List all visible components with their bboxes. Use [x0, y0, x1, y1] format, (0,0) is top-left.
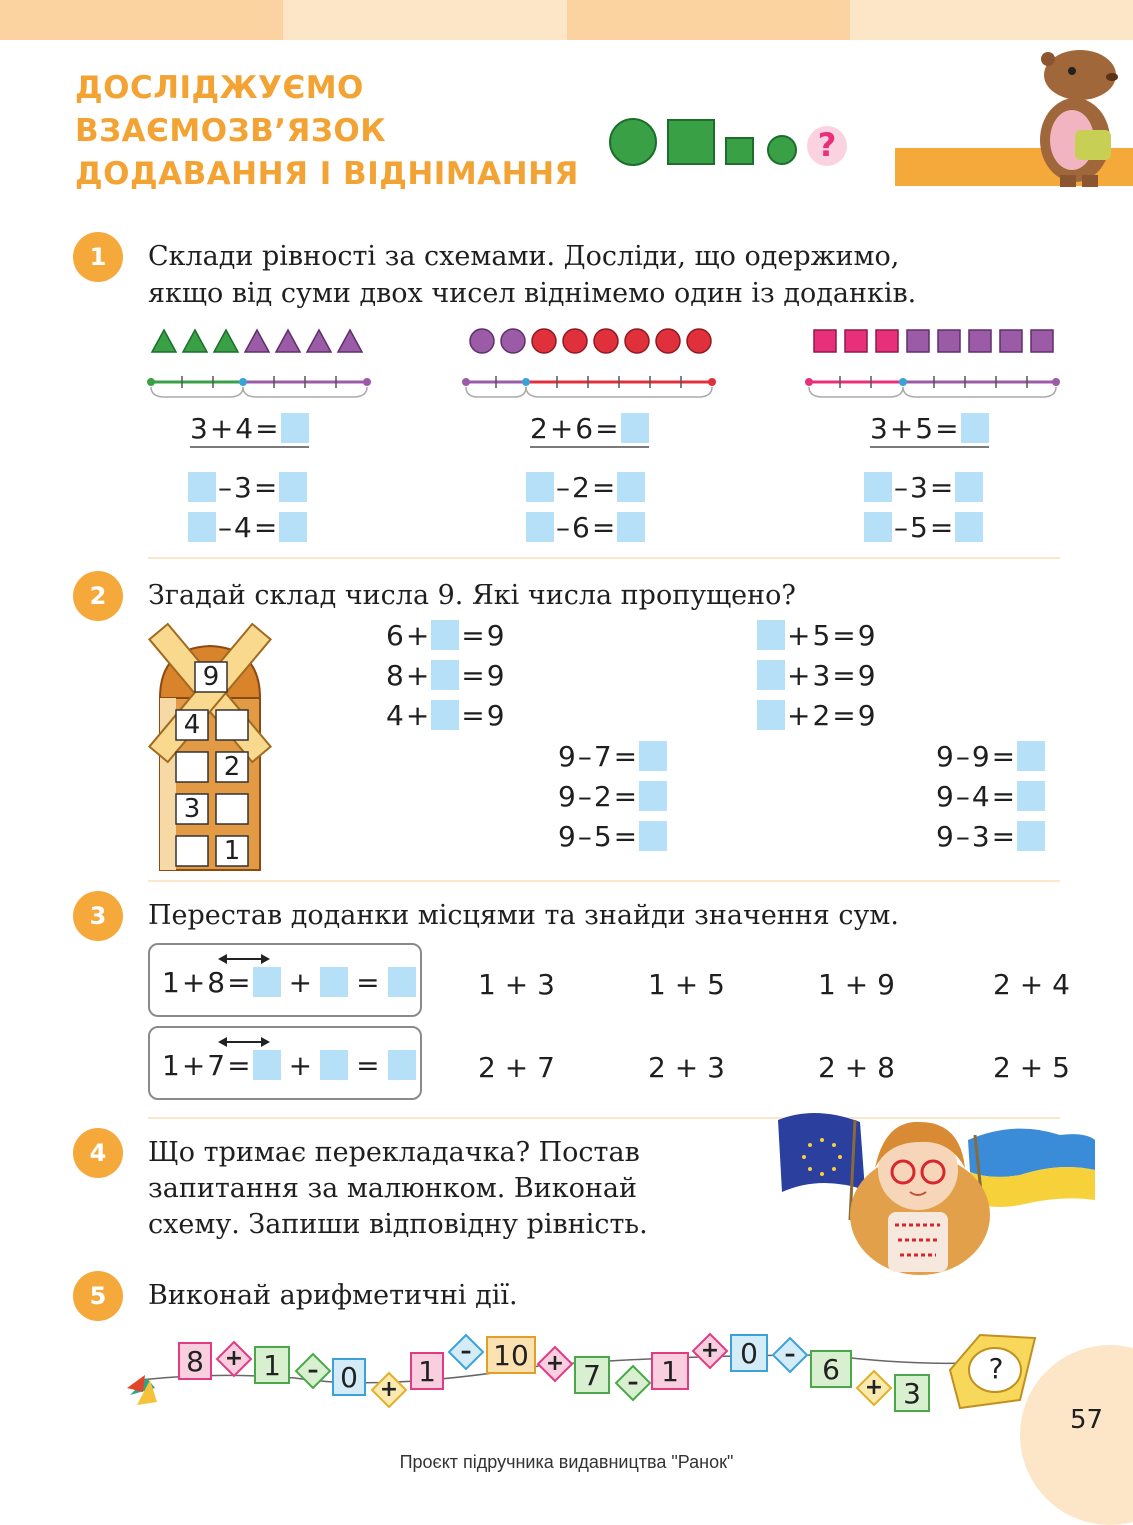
addend: 5: [812, 618, 831, 652]
t2-sub-left-1: [558, 740, 667, 772]
equals: =: [613, 819, 638, 853]
t3-sum: 1 + 5: [648, 967, 725, 1001]
equals: =: [461, 618, 485, 652]
answer-box[interactable]: [621, 413, 649, 443]
t3-sum: 2 + 8: [818, 1050, 895, 1084]
equals: =: [253, 470, 278, 504]
subtrahend: 2: [572, 470, 590, 504]
subtrahend: 3: [971, 819, 990, 853]
task-2-number: 2: [73, 571, 123, 621]
answer-box[interactable]: [639, 781, 667, 811]
equals: =: [613, 739, 638, 773]
equals: =: [591, 510, 616, 544]
chain-number: 1: [410, 1352, 444, 1390]
house-cell-3: 3: [183, 794, 201, 824]
minus: –: [556, 470, 570, 504]
t1-g1-plus: +: [209, 411, 234, 445]
equals: =: [227, 965, 251, 999]
addend-a: 1: [162, 965, 180, 999]
answer-box[interactable]: [253, 967, 281, 997]
answer-box[interactable]: [188, 472, 216, 502]
answer-box[interactable]: [281, 413, 309, 443]
answer-box[interactable]: [617, 472, 645, 502]
answer-box[interactable]: [431, 700, 459, 730]
answer-box[interactable]: [431, 660, 459, 690]
task-1-scheme-2: [460, 325, 720, 400]
subtrahend: 5: [593, 819, 612, 853]
answer-box[interactable]: [1017, 781, 1045, 811]
equals: =: [832, 658, 856, 692]
answer-box[interactable]: [757, 700, 785, 730]
chain-op: +: [864, 1374, 884, 1400]
minus: –: [577, 739, 592, 773]
minus: –: [577, 819, 592, 853]
minuend: 9: [936, 739, 954, 773]
minus: –: [894, 470, 908, 504]
sum: 9: [486, 698, 505, 732]
task-2-text: Згадай склад числа 9. Які числа пропущено?: [148, 580, 796, 611]
t3-sum: 2 + 3: [648, 1050, 725, 1084]
top-strip-2: [283, 0, 567, 40]
t3-example-2: [162, 1049, 416, 1081]
t1-g1-a: 3: [190, 411, 208, 445]
t2-add-left-1: [386, 619, 505, 651]
windmill-house-icon: [148, 618, 273, 874]
t1-g3-eq: =: [935, 411, 959, 445]
plus: +: [288, 965, 313, 999]
divider: [148, 880, 1060, 882]
t3-sum: 2 + 5: [993, 1050, 1070, 1084]
answer-box[interactable]: [864, 472, 892, 502]
minus: –: [955, 779, 970, 813]
equals: =: [613, 779, 638, 813]
answer-box[interactable]: [320, 967, 348, 997]
small-square-icon: [726, 138, 753, 164]
house-cell-2: 2: [223, 752, 241, 782]
equals: =: [929, 470, 954, 504]
minus: –: [955, 739, 970, 773]
t2-add-right-1: [757, 619, 876, 651]
sum: 9: [857, 698, 876, 732]
t3-sum: 2 + 7: [478, 1050, 555, 1084]
t2-sub-left-3: [558, 820, 667, 852]
chain-op: +: [545, 1350, 565, 1376]
t1-g3-a: 3: [870, 411, 888, 445]
house-top-number: 9: [202, 662, 220, 692]
divider: [148, 557, 1060, 559]
task-1-text-line-2: якщо від суми двох чисел віднімемо один із доданків.: [148, 278, 917, 309]
answer-box[interactable]: [431, 620, 459, 650]
t1-g2-eq: =: [595, 411, 619, 445]
answer-box[interactable]: [279, 472, 307, 502]
task-4-text-line-2: запитання за малюнком. Виконай: [148, 1173, 637, 1204]
equals: =: [832, 618, 856, 652]
chain-number: 0: [332, 1358, 366, 1396]
task-1-number: 1: [73, 232, 123, 282]
t2-add-right-2: [757, 659, 876, 691]
plus: +: [787, 618, 811, 652]
chain-op: –: [784, 1341, 796, 1367]
subtrahend: 4: [971, 779, 990, 813]
minus: –: [218, 510, 232, 544]
answer-box[interactable]: [388, 1050, 416, 1080]
subtrahend: 3: [234, 470, 252, 504]
answer-box[interactable]: [961, 413, 989, 443]
chain-number: 8: [178, 1342, 212, 1380]
footer-text: Проєкт підручника видавництва "Ранок": [399, 1452, 734, 1472]
t1-g2-sum: [530, 412, 649, 448]
sum: 9: [857, 618, 876, 652]
subtrahend: 4: [234, 510, 252, 544]
minuend: 9: [936, 819, 954, 853]
equals: =: [991, 739, 1016, 773]
t1-g3-sub2: [864, 511, 983, 543]
addend: 3: [812, 658, 831, 692]
addend: 4: [386, 698, 404, 732]
subtrahend: 7: [593, 739, 612, 773]
equals: =: [253, 510, 278, 544]
answer-box[interactable]: [279, 512, 307, 542]
t2-sub-left-2: [558, 780, 667, 812]
t1-g2-sub2: [526, 511, 645, 543]
answer-box[interactable]: [1017, 741, 1045, 771]
task-1-scheme-3: [803, 325, 1063, 400]
addend: 2: [812, 698, 831, 732]
t2-sub-right-1: [936, 740, 1045, 772]
sum: 9: [857, 658, 876, 692]
sum: 9: [486, 658, 505, 692]
t3-sum: 1 + 3: [478, 967, 555, 1001]
answer-box[interactable]: [955, 512, 983, 542]
task-1-scheme-1: [145, 325, 375, 400]
t1-g1-sum: [190, 412, 309, 448]
capybara-mascot-icon: [1020, 45, 1130, 190]
chain-number: 7: [574, 1356, 610, 1394]
girl-with-flags-icon: [760, 1100, 1100, 1275]
t1-g3-sub1: [864, 471, 983, 503]
t3-sum: 2 + 4: [993, 967, 1070, 1001]
minuend: 9: [936, 779, 954, 813]
task-5-text: Виконай арифметичні дії.: [148, 1280, 518, 1311]
t1-g3-sum: [870, 412, 989, 448]
t1-g1-sub2: [188, 511, 307, 543]
plus: +: [181, 965, 206, 999]
plus: +: [787, 658, 811, 692]
t3-example-1: [162, 966, 416, 998]
swap-arrow-icon: [218, 1035, 270, 1049]
small-circle-icon: [768, 136, 796, 164]
task-1-text-line-1: Склади рівності за схемами. Досліди, що одержимо,: [148, 241, 900, 272]
answer-box[interactable]: [526, 472, 554, 502]
chain-op: –: [460, 1338, 472, 1364]
t2-add-left-2: [386, 659, 505, 691]
plus: +: [405, 698, 430, 732]
t1-g2-a: 2: [530, 411, 548, 445]
page-number: 57: [1070, 1405, 1104, 1435]
top-strip-3: [567, 0, 850, 40]
answer-box[interactable]: [188, 512, 216, 542]
subtrahend: 6: [572, 510, 590, 544]
sum: 9: [486, 618, 505, 652]
top-strip-1: [0, 0, 283, 40]
chain-op: +: [700, 1337, 720, 1363]
answer-box[interactable]: [388, 967, 416, 997]
house-cell-4: 4: [183, 710, 201, 740]
answer-box[interactable]: [1017, 821, 1045, 851]
t1-g3-plus: +: [889, 411, 914, 445]
task-3-number: 3: [73, 891, 123, 941]
equals: =: [461, 698, 485, 732]
equals: =: [991, 819, 1016, 853]
equals: =: [591, 470, 616, 504]
minus: –: [894, 510, 908, 544]
t3-sum: 1 + 9: [818, 967, 895, 1001]
subtrahend: 2: [593, 779, 612, 813]
task-5-number: 5: [73, 1271, 123, 1321]
plus: +: [405, 658, 430, 692]
addend: 8: [386, 658, 404, 692]
chain-op: +: [379, 1376, 399, 1402]
addend-a: 1: [162, 1048, 180, 1082]
chain-number: 1: [254, 1346, 290, 1384]
answer-box[interactable]: [757, 660, 785, 690]
kite-answer: ?: [988, 1352, 1004, 1385]
answer-box[interactable]: [253, 1050, 281, 1080]
t1-g3-b: 5: [915, 411, 934, 445]
t2-sub-right-2: [936, 780, 1045, 812]
subtrahend: 5: [910, 510, 928, 544]
subtrahend: 9: [971, 739, 990, 773]
t2-add-left-3: [386, 699, 505, 731]
equals: =: [991, 779, 1016, 813]
chain-op: +: [224, 1345, 244, 1371]
equals: =: [461, 658, 485, 692]
minus: –: [556, 510, 570, 544]
top-strip-4: [850, 0, 1133, 40]
addend-b: 7: [207, 1048, 226, 1082]
minus: –: [218, 470, 232, 504]
answer-box[interactable]: [526, 512, 554, 542]
question-mark-icon: ?: [817, 126, 837, 164]
t2-add-right-3: [757, 699, 876, 731]
equals: =: [227, 1048, 251, 1082]
t1-g2-b: 6: [575, 411, 594, 445]
swap-arrow-icon: [218, 952, 270, 966]
plus: +: [405, 618, 430, 652]
big-square-icon: [668, 120, 714, 164]
chain-number: 1: [651, 1352, 689, 1390]
t1-g1-b: 4: [235, 411, 254, 445]
plus: +: [787, 698, 811, 732]
chain-number: 0: [730, 1334, 768, 1372]
task-4-text-line-3: схему. Запиши відповідну рівність.: [148, 1209, 648, 1240]
addend-b: 8: [207, 965, 226, 999]
page-title-line-2: ВЗАЄМОЗВ’ЯЗОК: [75, 113, 387, 149]
answer-box[interactable]: [955, 472, 983, 502]
t1-g1-eq: =: [255, 411, 279, 445]
addend: 6: [386, 618, 404, 652]
answer-box[interactable]: [639, 741, 667, 771]
answer-box[interactable]: [757, 620, 785, 650]
page-title-line-1: ДОСЛІДЖУЄМО: [75, 70, 364, 106]
t1-g2-plus: +: [549, 411, 574, 445]
chain-op: –: [627, 1369, 639, 1395]
answer-box[interactable]: [617, 512, 645, 542]
plus: +: [288, 1048, 313, 1082]
chain-number: 6: [810, 1350, 852, 1388]
answer-box[interactable]: [864, 512, 892, 542]
task-4-number: 4: [73, 1128, 123, 1178]
equals: =: [356, 1048, 380, 1082]
big-circle-icon: [610, 119, 656, 165]
task-3-text: Перестав доданки місцями та знайди значення сум.: [148, 900, 899, 931]
chain-op: –: [307, 1357, 319, 1383]
equals: =: [832, 698, 856, 732]
answer-box[interactable]: [320, 1050, 348, 1080]
minus: –: [577, 779, 592, 813]
answer-box[interactable]: [639, 821, 667, 851]
minuend: 9: [558, 739, 576, 773]
minus: –: [955, 819, 970, 853]
subtrahend: 3: [910, 470, 928, 504]
equals: =: [929, 510, 954, 544]
minuend: 9: [558, 779, 576, 813]
chain-number: 3: [894, 1374, 930, 1412]
t1-g2-sub1: [526, 471, 645, 503]
house-cell-1: 1: [223, 836, 241, 866]
plus: +: [181, 1048, 206, 1082]
chain-number: 10: [486, 1336, 536, 1374]
equals: =: [356, 965, 380, 999]
task-4-text-line-1: Що тримає перекладачка? Постав: [148, 1137, 640, 1168]
t1-g1-sub1: [188, 471, 307, 503]
t2-sub-right-3: [936, 820, 1045, 852]
page-title-line-3: ДОДАВАННЯ І ВІДНІМАННЯ: [75, 156, 579, 192]
minuend: 9: [558, 819, 576, 853]
